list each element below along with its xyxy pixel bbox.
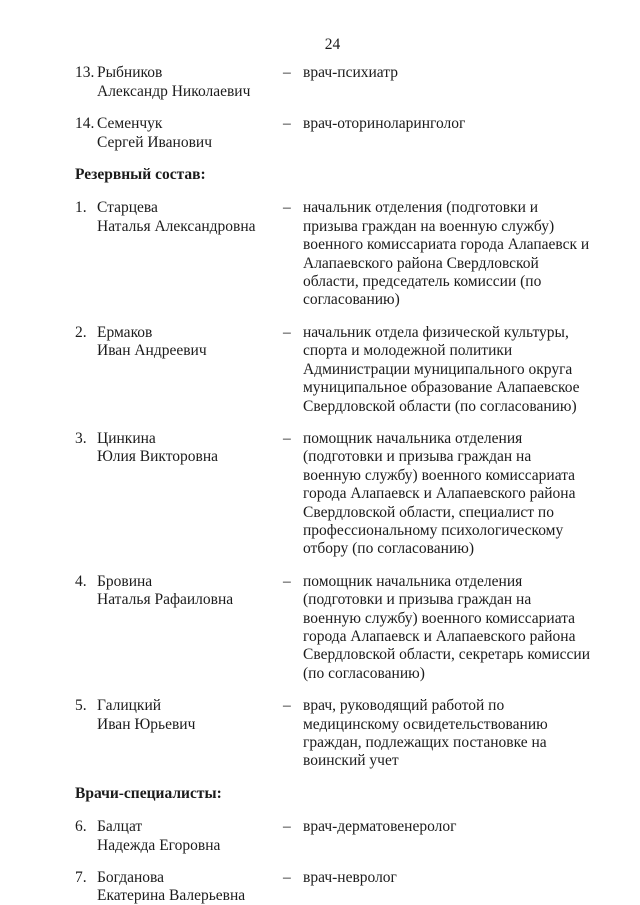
entry-given-names: Надежда Егоровна <box>97 836 221 854</box>
entry-surname: Ермаков <box>97 323 153 341</box>
entry-given-names: Сергей Иванович <box>97 133 213 151</box>
dash-separator: – <box>283 323 291 341</box>
entry-role: начальник отдела физической культуры, спорта и молодежной политики Администрации муниципального округа муниципальное образование Алапаевское Свердловской области (по согласованию) <box>303 323 580 415</box>
entry-number: 2. <box>75 323 87 341</box>
dash-separator: – <box>283 429 291 447</box>
entry-number: 6. <box>75 818 87 836</box>
list-item <box>75 869 640 905</box>
entry-role: начальник отделения (подготовки и призыва граждан на военную службу) военного комиссариата города Алапаевск и Алапаевского района Свердловской области, председатель комиссии (по согласованию) <box>303 199 590 309</box>
entry-name <box>97 869 283 905</box>
entry-number: 5. <box>75 697 87 715</box>
entry-given-names: Иван Юрьевич <box>97 715 196 733</box>
entry-surname: Цинкина <box>97 429 156 447</box>
list-item <box>75 199 640 309</box>
entry-role: врач-оториноларинголог <box>303 115 466 133</box>
entry-surname: Рыбников <box>97 64 163 82</box>
entry-name <box>97 818 283 855</box>
dash-separator: – <box>283 818 291 836</box>
entry-surname: Галицкий <box>97 697 162 715</box>
section-heading-reserve: Резервный состав: <box>75 166 206 184</box>
entry-role: врач-психиатр <box>303 64 398 82</box>
entry-surname: Балцат <box>97 818 143 836</box>
list-item <box>75 818 640 855</box>
dash-separator: – <box>283 697 291 715</box>
entry-surname: Бровина <box>97 572 153 590</box>
dash-separator: – <box>283 64 291 82</box>
entry-given-names: Александр Николаевич <box>97 82 251 100</box>
dash-separator: – <box>283 115 291 133</box>
entry-surname: Богданова <box>97 869 165 887</box>
entry-number: 7. <box>75 869 87 887</box>
entry-number: 13. <box>75 64 95 82</box>
entry-surname: Семенчук <box>97 115 163 133</box>
entry-name <box>97 697 283 771</box>
entry-name <box>97 430 283 559</box>
entry-number: 14. <box>75 115 95 133</box>
list-item <box>75 697 640 771</box>
entry-surname: Старцева <box>97 199 158 217</box>
entry-role: врач-дерматовенеролог <box>303 818 457 836</box>
entry-role: помощник начальника отделения (подготовки и призыва граждан на военную службу) военного комиссариата города Алапаевск и Алапаевского района Свердловской области, секретарь комиссии (по согласованию) <box>303 572 590 682</box>
entry-number: 4. <box>75 572 87 590</box>
entry-given-names: Юлия Викторовна <box>97 448 219 466</box>
entry-role: врач-невролог <box>303 869 397 887</box>
list-item <box>75 64 640 101</box>
entry-name <box>97 573 283 683</box>
entry-given-names: Наталья Александровна <box>97 217 256 235</box>
dash-separator: – <box>283 572 291 590</box>
entry-number: 3. <box>75 429 87 447</box>
list-item <box>75 324 640 416</box>
section-heading-doctors: Врачи-специалисты: <box>75 784 222 802</box>
entry-number: 1. <box>75 199 87 217</box>
list-item <box>75 573 640 683</box>
entry-name <box>97 199 283 309</box>
dash-separator: – <box>283 199 291 217</box>
entry-given-names: Наталья Рафаиловна <box>97 591 234 609</box>
dash-separator: – <box>283 869 291 887</box>
page-number: 24 <box>324 36 341 53</box>
list-item <box>75 430 640 559</box>
entry-name <box>97 115 283 152</box>
entry-role: помощник начальника отделения (подготовки и призыва граждан на военную службу) военного комиссариата города Алапаевск и Алапаевского района Свердловской области, специалист по профессиональному психологическому отбору (по согласованию) <box>303 429 576 558</box>
entry-given-names: Екатерина Валерьевна <box>97 887 246 905</box>
entry-name <box>97 64 283 101</box>
list-item <box>75 115 640 152</box>
entry-given-names: Иван Андреевич <box>97 342 207 360</box>
entry-role: врач, руководящий работой по медицинскому освидетельствованию граждан, подлежащих постановке на воинский учет <box>303 697 548 770</box>
entry-name <box>97 324 283 416</box>
